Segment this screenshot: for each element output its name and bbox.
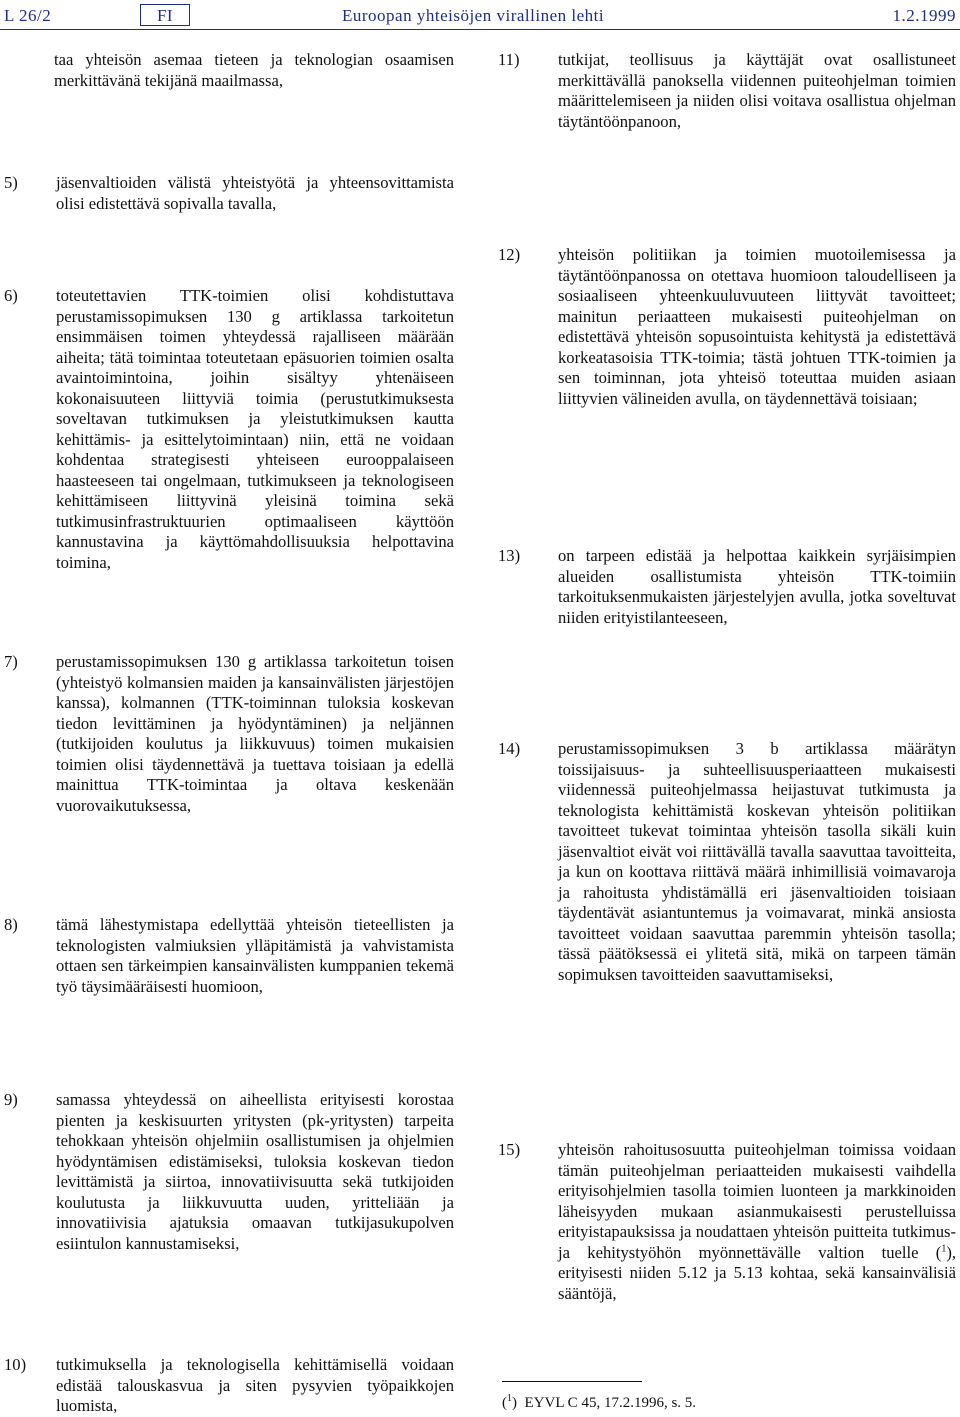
recital-text	[558, 1140, 956, 1304]
issue-date: 1.2.1999	[892, 6, 956, 25]
footnote-reference[interactable]: 1	[941, 1242, 947, 1254]
recital-14	[498, 739, 956, 985]
footnote-text: EYVL C 45, 17.2.1996, s. 5.	[524, 1395, 697, 1411]
recital-10	[4, 1355, 454, 1417]
recital-number: 15)	[498, 1140, 521, 1159]
recital-12	[498, 245, 956, 409]
page-header	[0, 4, 960, 26]
recital-text: perustamissopimuksen 130 g artiklassa tarkoitetun toisen (yhteistyö kolmansien maiden ja kansainvälisten järjestöjen kanssa), kolmannen (TTK-toiminnan tuloksia koskevan tiedon levittäminen ja hyödyntäminen) ja neljännen (tutkijoiden koulutus ja liikkuvuus) toimen mukaisien toimien olisi täydennettävä ja tuettava toisiaan ja edellä mainittua TTK-toimintaa ja oltava keskenään vuorovaikutuksessa,	[56, 652, 454, 815]
header-rule	[0, 29, 960, 30]
recital-7	[4, 652, 454, 816]
recital-number: 7)	[4, 652, 18, 671]
recital-number: 8)	[4, 915, 18, 934]
recital-text-part: ), erityisesti niiden 5.12 ja 5.13 kohtaa, sekä kansainvälisiä sääntöjä,	[558, 1242, 956, 1303]
recital-6	[4, 286, 454, 573]
recital-text: toteutettavien TTK-toimien olisi kohdistuttava perustamissopimuksen 130 g artiklassa tarkoitetun ensimmäisen toimen yhteydessä rajalliseen määrään aiheita; tätä toimintaa toteutetaan epäsuorien toimien osalta avaintoimintoina, joihin sisältyy yhtenäiseen kokonaisuuteen liittyviä toimia (perustutkimuksesta soveltavan tutkimuksen ja yleistutkimuksen kautta kehittämis- ja esittelytoimintaan) niin, että ne voidaan kohdentaa strategisesti yhteiseen eurooppalaiseen haasteeseen tai ongelmaan, tutkimukseen ja teknologiseen kehittämiseen liittyvinä yleisinä toimina sekä tutkimusinfrastruktuurien optimaaliseen käyttöön kannustavina ja käyttömahdollisuuksia helpottavina toimina,	[56, 286, 454, 572]
recital-text: yhteisön politiikan ja toimien muotoilemisessa ja täytäntöönpanossa on otettava huomioon taloudelliseen ja sosiaaliseen yhteenkuuluvuuteen liittyvät tavoitteet; mainitun periaatteen mukaisesti puiteohjelman on edistettävä yhteisön sopusointuista kehitystä ja edistettävä korkeatasoisia TTK-toimia; tästä johtuen TTK-toimien ja sen toiminnan, jota yhteisö toteuttaa muiden asiaan liittyvien välineiden avulla, on täydennettävä toisiaan;	[558, 245, 956, 408]
footnote-marker: 1	[507, 1393, 512, 1404]
recital-text: jäsenvaltioiden välistä yhteistyötä ja yhteensovittamista olisi edistettävä sopivalla tavalla,	[56, 173, 454, 213]
recital-text: tutkijat, teollisuus ja käyttäjät ovat osallistuneet merkittävällä panoksella viidennen puiteohjelman toimien määrittelemiseen ja niiden olisi voitava osallistua ohjelman täytäntöönpanoon,	[558, 50, 956, 131]
recital-number: 10)	[4, 1355, 27, 1374]
journal-title: Euroopan yhteisöjen virallinen lehti	[342, 6, 605, 25]
recital-number: 11)	[498, 50, 520, 69]
recital-5	[4, 173, 454, 214]
footnote: ($^1$) EYVL C 45, 17.2.1996, s. 5.	[502, 1393, 697, 1411]
page-reference: L 26/2	[4, 6, 52, 25]
recital-continuation	[4, 50, 454, 91]
recital-text: tutkimuksella ja teknologisella kehittämisellä voidaan edistää talouskasvua ja siten pysyvien työpaikkojen luomista,	[56, 1355, 454, 1415]
recital-text: samassa yhteydessä on aiheellista erityisesti korostaa pienten ja keskisuurten yritysten (pk-yritysten) tarpeita tehokkaan yhteisön ohjelmiin osallistumisen ja ohjelmien hyödyntämisen edistämiseksi, tuloksia koskevan tiedon levittämistä ja siirtoa, innovatiivisuutta sekä tutkijoiden koulutusta ja liikkuvuutta uuden, yritteliään ja innovatiivisia ajatuksia omaavan tutkijasukupolven esiintulon kannustamiseksi,	[56, 1090, 454, 1253]
language-code-box: FI	[140, 4, 190, 26]
recital-number: 9)	[4, 1090, 18, 1109]
recital-text: tämä lähestymistapa edellyttää yhteisön tieteellisten ja teknologisten valmiuksien ylläpitämistä ja vahvistamista ottaen sen tärkeimpien kansainvälisten kumppanien tekemä työ täysimääräisesti huomioon,	[56, 915, 454, 996]
recital-number: 13)	[498, 546, 521, 565]
recital-text: on tarpeen edistää ja helpottaa kaikkein syrjäisimpien alueiden osallistumista yhteisön TTK-toimiin tarkoituksenmukaisten järjestelyjen avulla, jotka soveltuvat niiden erityistilanteeseen,	[558, 546, 956, 627]
recital-text-part: yhteisön rahoitusosuutta puiteohjelman toimissa voidaan tämän puiteohjelman periaatteiden mukaisesti vaihdella erityisohjelmien tasolla toimien luonteen ja markkinoiden läheisyyden mukaan asianmukaisesti perustelluissa erityistapauksissa ja noudattaen yhteisön puitteita tutkimus- ja kehitystyöhön myönnettävälle valtion tuelle (	[558, 1140, 956, 1262]
recital-9	[4, 1090, 454, 1254]
recital-13	[498, 546, 956, 628]
recital-number: 12)	[498, 245, 521, 264]
recital-8	[4, 915, 454, 997]
footnote-separator	[502, 1381, 642, 1382]
recital-number: 6)	[4, 286, 18, 305]
recital-number: 5)	[4, 173, 18, 192]
recital-11	[498, 50, 956, 132]
recital-text: perustamissopimuksen 3 b artiklassa määrätyn toissijaisuus- ja suhteellisuusperiaatteen mukaisesti viidennessä puiteohjelmassa heijastuvat tutkimusta ja teknologista kehittämistä koskevan yhteisön politiikan tavoitteet tukevat toimintaa yhteisön tasolla sikäli kuin jäsenvaltiot eivät voi riittävällä tavalla saavuttaa tavoitteita, ja kun on koottava riittävä määrä inhimillisiä voimavaroja ja rahoitusta yhdistämällä eri jäsenvaltioiden toisiaan täydentävät asiantuntemus ja voimavarat, minkä ansiosta tavoitteet voidaan saavuttaa paremmin yhteisön tasolla; tässä päätöksessä ei ylitetä sitä, mikä on tarpeen tämän sopimuksen tavoitteiden saavuttamiseksi,	[558, 739, 956, 984]
recital-text: taa yhteisön asemaa tieteen ja teknologian osaamisen merkittävänä tekijänä maailmassa,	[54, 50, 454, 90]
recital-number: 14)	[498, 739, 521, 758]
recital-15	[498, 1140, 956, 1304]
